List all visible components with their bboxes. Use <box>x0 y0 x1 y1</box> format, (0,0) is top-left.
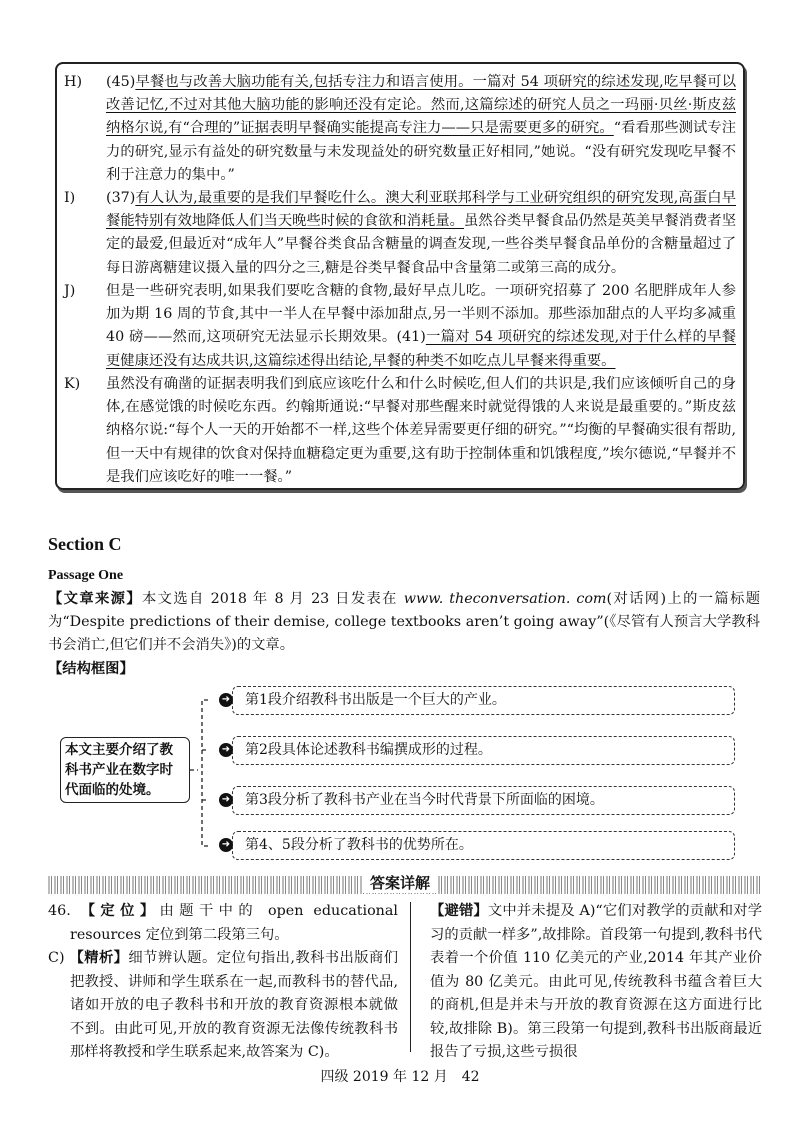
passage-paragraph <box>64 187 736 280</box>
underlined-text: 早餐也与改善大脑功能有关,包括专注力和语言使用。一篇对 54 项研究的综述发现,吃早餐可以改善记忆,不过对其他大脑功能的影响还没有定论。然而,这篇综述的研究人员之一玛丽·贝丝·斯皮兹纳格尔说,有“合理的”证据表明早餐确实能提高专注力——只是需要更多的研究。 <box>106 74 736 137</box>
answer-tag: 【避错】 <box>430 903 488 919</box>
text-segment: (45) <box>106 74 136 90</box>
passage-paragraph <box>64 71 736 187</box>
text-segment: “看看那些测试专注力的研究,显示有益处的研究数量与未发现益处的研究数量正好相同,”她说。“没有研究发现吃早餐不利于注意力的集中。” <box>106 120 736 183</box>
source-text-tail: (对话网)上的一篇标题为“Despite predictions of their demise, college textbooks aren’t going away”(《尽管有人预言大学教科书会消亡,但它们并不会消失》)的文章。 <box>48 591 761 653</box>
structure-label: 【结构框图】 <box>48 661 134 677</box>
underlined-text: 有人认为,最重要的是我们早餐吃什么。澳大利亚联邦科学与工业研究组织的研究发现,高蛋白早餐能特别有效地降低人们当天晚些时候的食欲和消耗量。 <box>106 190 736 230</box>
paragraph-text <box>106 71 736 187</box>
answer-right-column <box>430 900 762 1065</box>
article-source <box>48 588 760 657</box>
diagram-main-box: 本文主要介绍了教科书产业在数字时代面临的处境。 <box>60 737 190 803</box>
diagram-item: 第4、5段分析了教科书的优势所在。 <box>232 831 735 860</box>
diagram-item: 第2段具体论述教科书编撰成形的过程。 <box>232 736 735 765</box>
column-divider <box>410 902 411 1052</box>
answer-item <box>48 947 398 1065</box>
arrow-icon: ➜ <box>219 838 233 852</box>
paragraph-label: K) <box>64 376 81 392</box>
source-text: 本文选自 2018 年 8 月 23 日发表在 <box>142 591 404 607</box>
diagram-item: 第1段介绍教科书出版是一个巨大的产业。 <box>232 686 735 715</box>
answer-pre: C) <box>48 950 70 966</box>
answer-text: 细节辨认题。定位句指出,教科书出版商们把教授、讲师和学生联系在一起,而教科书的替代品,诸如开放的电子教科书和开放的教育资源根本就做不到。由此可见,开放的教育资源无法像传统教科书那样将教授和学生联系起来,故答案为 C)。 <box>70 950 399 1060</box>
arrow-icon: ➜ <box>219 743 233 757</box>
arrow-icon: ➜ <box>219 793 233 807</box>
text-segment: 虽然谷类早餐食品仍然是英美早餐消费者坚定的最爱,但最近对“成年人”早餐谷类食品含糖量的调查发现,一些谷类早餐食品单份的含糖量超过了每日游离糖建议摄入量的四分之三,糖是谷类早餐食品中含量第二或第三高的成分。 <box>106 213 737 276</box>
diagram-bracket <box>190 690 235 860</box>
source-site: www. theconversation. com <box>403 591 607 607</box>
paragraph-label: J) <box>64 283 76 299</box>
text-segment: 虽然没有确凿的证据表明我们到底应该吃什么和什么时候吃,但人们的共识是,我们应该倾听自己的身体,在感觉饿的时候吃东西。约翰斯通说:“早餐对那些醒来时就觉得饿的人来说是最重要的。”斯皮兹纳格尔说:“每个人一天的开始都不一样,这些个体差异需要更仔细的研究。”“均衡的早餐确实很有帮助,但一天中有规律的饮食对保持血糖稳定更为重要,这有助于控制体重和饥饿程度,”埃尔德说,“早餐并不是我们应该吃好的唯一一餐。” <box>106 376 736 485</box>
paragraph-label: H) <box>64 74 83 90</box>
arrow-icon: ➜ <box>219 693 233 707</box>
source-label: 【文章来源】 <box>48 591 143 607</box>
answer-text: 由题干中的 open educational resources 定位到第二段第三句。 <box>70 903 398 943</box>
paragraph-text <box>106 373 736 489</box>
answer-pre: 46. <box>48 903 81 919</box>
paragraph-label: I) <box>64 190 76 206</box>
answer-text: 文中并未提及 A)“它们对教学的贡献和对学习的贡献一样多”,故排除。首段第一句提到,教科书代表着一个价值 110 亿美元的产业,2014 年其产业价值为 80 亿美元。由此可见,传统教科书蕴含着巨大的商机,但是并未与开放的教育资源在这方面进行比较,故排除 B)。第三段第一句提到,教科书出版商最近报告了亏损,这些亏损很 <box>430 903 762 1060</box>
answer-tag: 【定位】 <box>80 903 160 919</box>
answer-item <box>430 900 762 1065</box>
page-footer: 四级 2019 年 12 月 42 <box>320 1069 480 1085</box>
section-title: Section C <box>48 534 122 554</box>
text-segment: 但是一些研究表明,如果我们要吃含糖的食物,最好早点儿吃。一项研究招募了 200 名肥胖成年人参加为期 16 周的节食,其中一半人在早餐中添加甜点,另一半则不添加。那些添加甜点的人平均多减重 40 磅——然而,这项研究无法显示长期效果。(41) <box>106 283 736 346</box>
underlined-text: 一篇对 54 项研究的综述发现,对于什么样的早餐更健康还没有达成共识,这篇综述得出结论,早餐的种类不如吃点儿早餐来得重要。 <box>106 329 736 369</box>
answer-band-title: 答案详解 <box>362 872 438 893</box>
paragraph-text <box>106 187 736 280</box>
passage-paragraph <box>64 373 736 489</box>
answer-tag: 【精析】 <box>69 950 129 966</box>
paragraph-text <box>106 280 736 373</box>
answer-item <box>48 900 398 947</box>
diagram-item: 第3段分析了教科书产业在当今时代背景下所面临的困境。 <box>232 786 735 815</box>
text-segment: (37) <box>106 190 136 206</box>
passage-paragraph <box>64 280 736 373</box>
passage-title: Passage One <box>48 568 124 583</box>
answer-left-column <box>48 900 398 1065</box>
